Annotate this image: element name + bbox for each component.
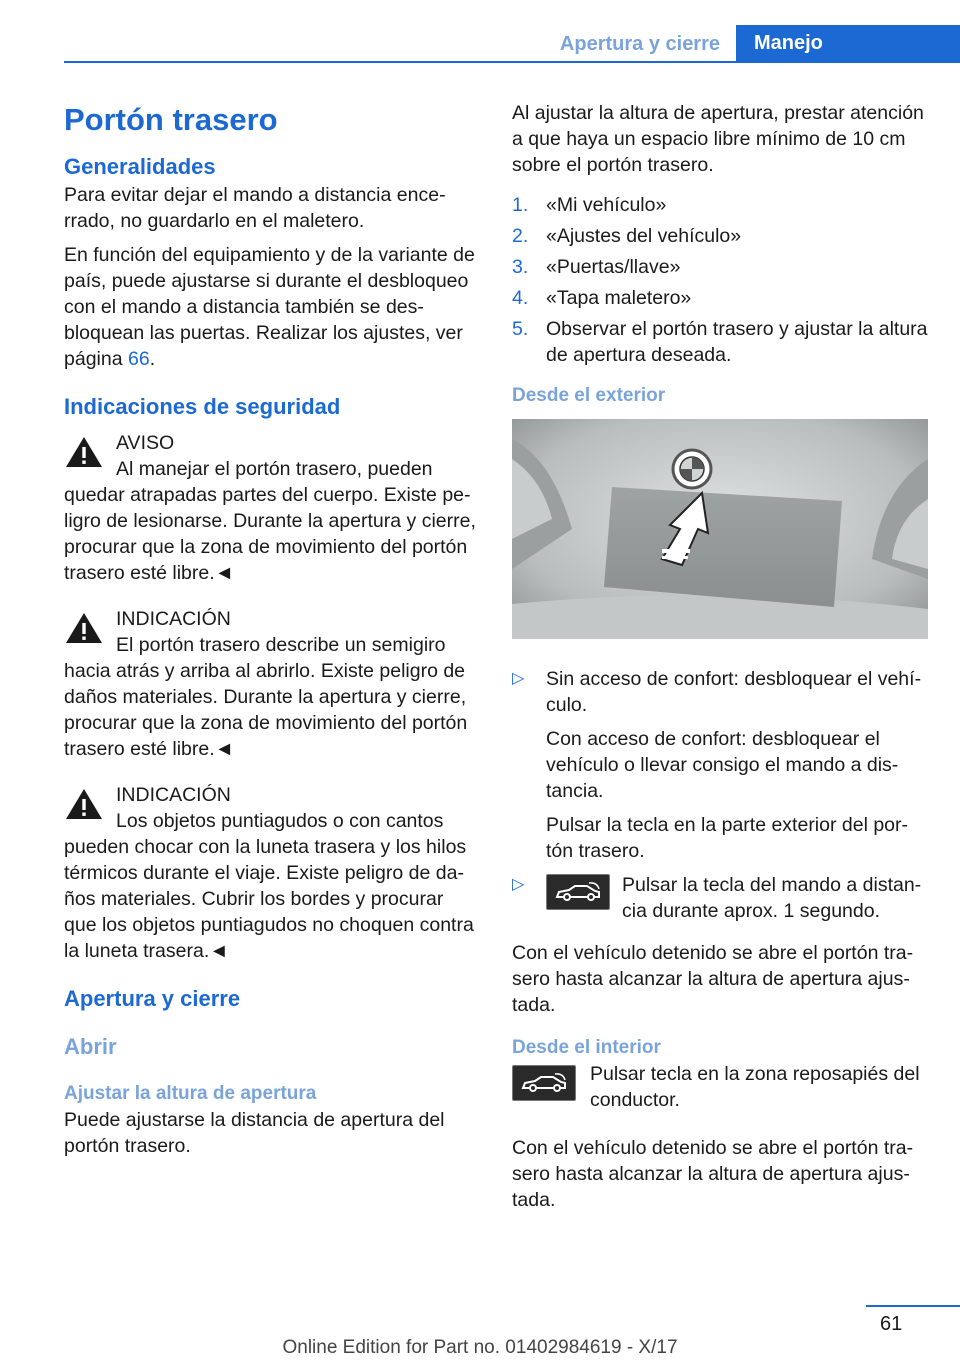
warning-title: INDICACIÓN (116, 784, 231, 806)
heading-open: Abrir (64, 1034, 117, 1059)
list-item: 5. Observar el portón trasero y ajustar la altura de apertura deseada. (512, 318, 928, 366)
heading-exterior: Desde el exterior (512, 385, 666, 406)
list-item (512, 872, 928, 932)
heading-open-close: Apertura y cierre (64, 986, 241, 1011)
exterior-instructions-list (512, 666, 928, 932)
left-column (64, 100, 478, 1167)
header-chapter-tab: Manejo (736, 25, 960, 61)
paragraph-press-remote-button: Pulsar la tecla del mando a distancia durante aprox. 1 segundo. (622, 874, 922, 922)
list-item: 3. «Puertas/llave» (512, 256, 681, 278)
warning-triangle-icon (64, 786, 104, 822)
paragraph-adjust-height: Puede ajustarse la distancia de apertura del portón trasero. (64, 1109, 445, 1157)
paragraph-clearance: Al ajustar la altura de apertura, prestar atención a que haya un espacio libre mínimo de 10 cm sobre el portón trasero. (512, 102, 924, 176)
warning-block-3 (64, 782, 478, 964)
header-rule (64, 61, 960, 63)
footer-rule (866, 1305, 960, 1307)
paragraph-unlock-setting: En función del equipamiento y de la variante de país, puede ajustarse si durante el desbloqueo con el mando a distancia también se desbloquean las puertas. Realizar los ajustes, ver página 66. (64, 244, 475, 370)
triangle-bullet-icon: ▷ (512, 876, 525, 893)
heading-safety: Indicaciones de seguridad (64, 394, 341, 419)
right-column (512, 100, 928, 1221)
interior-instruction (512, 1061, 928, 1121)
page-title: Portón trasero (64, 102, 278, 137)
warning-triangle-icon (64, 434, 104, 470)
warning-text: Al manejar el portón trasero, pueden quedar atrapadas partes del cuerpo. Existe peligro de lesionarse. Durante la apertura y cierre, procurar que la zona de movimiento del portón trasero esté libre.◄ (64, 458, 476, 584)
triangle-bullet-icon: ▷ (512, 670, 525, 687)
edition-note: Online Edition for Part no. 01402984619 - X/17 (282, 1337, 678, 1358)
list-item: 2. «Ajustes del vehículo» (512, 225, 742, 247)
paragraph-comfort-access: Con acceso de confort: desbloquear el vehículo o llevar consigo el mando a distancia. (546, 728, 899, 802)
list-item (512, 666, 928, 864)
paragraph-key-warning: Para evitar dejar el mando a distancia encerrado, no guardarlo en el maletero. (64, 184, 446, 232)
tailgate-button-icon (546, 874, 610, 910)
warning-triangle-icon (64, 610, 104, 646)
page-link-66[interactable]: 66 (127, 348, 150, 370)
warning-title: AVISO (116, 432, 175, 454)
paragraph-interior-result: Con el vehículo detenido se abre el portón trasero hasta alcanzar la altura de apertura ajustada. (512, 1137, 914, 1211)
warning-text: El portón trasero describe un semigiro hacia atrás y arriba al abrirlo. Existe peligro de daños materiales. Durante la apertura y cierre, procurar que la zona de movimiento del portón trasero esté libre.◄ (64, 634, 468, 760)
header-section-title: Apertura y cierre (559, 33, 720, 55)
settings-steps-list (512, 192, 928, 368)
heading-adjust-height: Ajustar la altura de apertura (64, 1083, 317, 1104)
page-number: 61 (880, 1313, 903, 1335)
list-item: 1. «Mi vehículo» (512, 194, 667, 216)
warning-text: Los objetos puntiagudos o con cantos pueden chocar con la luneta trasera y los hilos térmicos durante el viaje. Existe peligro de daños materiales. Cubrir los bordes y procurar que los objetos puntiagudos no choquen contra la luneta trasera.◄ (64, 810, 474, 962)
paragraph-press-interior-button: Pulsar tecla en la zona reposapiés del conductor. (590, 1063, 920, 1111)
heading-interior: Desde el interior (512, 1037, 661, 1058)
tailgate-button-icon (512, 1065, 576, 1101)
tailgate-photo (512, 419, 928, 639)
heading-general: Generalidades (64, 154, 216, 179)
list-item: 4. «Tapa maletero» (512, 287, 692, 309)
warning-block-1 (64, 430, 478, 586)
warning-title: INDICACIÓN (116, 608, 231, 630)
paragraph-press-exterior-button: Pulsar la tecla en la parte exterior del portón trasero. (546, 814, 909, 862)
warning-block-2 (64, 606, 478, 762)
paragraph-exterior-result: Con el vehículo detenido se abre el portón trasero hasta alcanzar la altura de apertura ajustada. (512, 942, 914, 1016)
paragraph-no-comfort-access: Sin acceso de confort: desbloquear el vehículo. (546, 668, 922, 716)
